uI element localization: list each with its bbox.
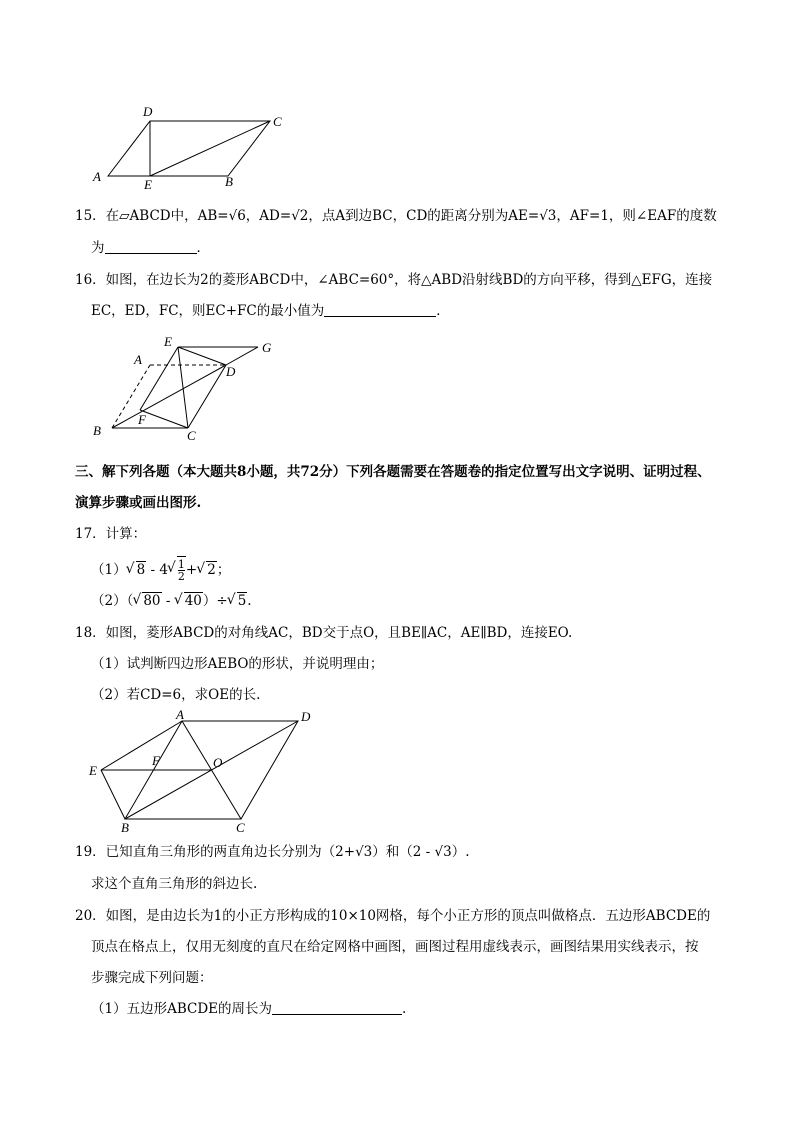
label-o: O <box>213 755 223 770</box>
q15-prefix: 为 <box>91 240 105 256</box>
q18-part1-text: （1）试判断四边形AEBO的形状，并说明理由； <box>91 656 384 672</box>
q16-prefix: EC，ED，FC，则EC+FC的最小值为 <box>91 303 325 319</box>
label-d: D <box>301 709 311 724</box>
q20-text-cont2: 步骤完成下列问题： <box>91 970 213 986</box>
label-d: D <box>143 104 153 119</box>
q20-answer-blank[interactable] <box>272 1000 402 1015</box>
q15-end: ． <box>196 240 210 256</box>
label-b: B <box>121 820 129 835</box>
label-e: E <box>164 334 172 349</box>
label-f: F <box>152 753 160 768</box>
q17-part2-minus: - <box>161 593 175 609</box>
label-a: A <box>176 707 184 722</box>
q16-end: ． <box>436 303 450 319</box>
section3-text-cont: 演算步骤或画出图形. <box>75 495 202 511</box>
q17-part1-end: ； <box>216 562 231 578</box>
label-c: C <box>187 428 196 443</box>
label-g: G <box>262 340 272 355</box>
frac-den: 2 <box>177 570 185 583</box>
radicand-8: 8 <box>136 562 146 578</box>
q20-line2 <box>91 937 699 957</box>
q18-part2-text: （2）若CD=6，求OE的长. <box>91 687 261 703</box>
q20-line1 <box>75 906 710 926</box>
segment-eb <box>101 770 125 819</box>
q18-text: 18．如图，菱形ABCD的对角线AC，BD交于点O，且BE∥AC，AE∥BD，连接EO. <box>75 625 573 641</box>
q20-end: . <box>402 1001 407 1017</box>
segment-ea <box>101 721 182 770</box>
label-b: B <box>93 423 101 438</box>
q17-part2-prefix: （2）（ <box>91 593 134 609</box>
section3-text: 三、解下列各题（本大题共8小题，共72分）下列各题需要在答题卷的指定位置写出文字说明、证明过程、 <box>75 464 711 480</box>
q19-line2 <box>91 874 257 894</box>
q17-minus: - 4 <box>146 562 168 578</box>
q17-text: 17．计算： <box>75 526 147 542</box>
q17-plus: + <box>185 562 198 578</box>
q15-text: 15．在▱ABCD中，AB=√6，AD=√2，点A到边BC，CD的距离分别为AE=√3，AF=1，则∠EAF的度数 <box>75 208 717 224</box>
radicand-40: 40 <box>184 593 202 609</box>
q20-part1-text: （1）五边形ABCDE的周长为 <box>91 1001 273 1017</box>
q19-text: 19．已知直角三角形的两直角边长分别为（2+√3）和（2 - √3）. <box>75 844 470 860</box>
q19-text-cont: 求这个直角三角形的斜边长. <box>91 876 258 892</box>
frac-num: √ 1 <box>177 558 185 571</box>
label-e: E <box>144 177 152 192</box>
radicand-2: 2 <box>207 562 216 578</box>
label-e: E <box>89 763 97 778</box>
label-d: D <box>226 364 236 379</box>
q17-part2-end: . <box>247 593 252 609</box>
radicand-80: 80 <box>143 593 161 609</box>
label-f: F <box>138 412 146 427</box>
q16-text: 16．如图，在边长为2的菱形ABCD中，∠ABC=60°，将△ABD沿射线BD的方向平移，得到△EFG，连接 <box>75 272 713 288</box>
q17-part2-div: ）÷ <box>202 593 228 609</box>
q19-line1 <box>75 842 470 862</box>
q20-text: 20．如图，是由边长为1的小正方形构成的10×10网格，每个小正方形的顶点叫做格点．五边形ABCDE的 <box>75 908 711 924</box>
q20-text-cont: 顶点在格点上，仅用无刻度的直尺在给定网格中画图，画图过程用虚线表示，画图结果用实线表示，按 <box>91 939 699 955</box>
q20-line3 <box>91 968 213 988</box>
label-c: C <box>273 114 282 129</box>
label-b: B <box>225 174 233 189</box>
label-a: A <box>93 169 101 184</box>
q20-part1 <box>91 999 406 1019</box>
label-c: C <box>236 820 245 835</box>
label-a: A <box>134 352 142 367</box>
q17-part1-prefix: （1） <box>91 562 127 578</box>
radicand-5: 5 <box>237 593 247 609</box>
